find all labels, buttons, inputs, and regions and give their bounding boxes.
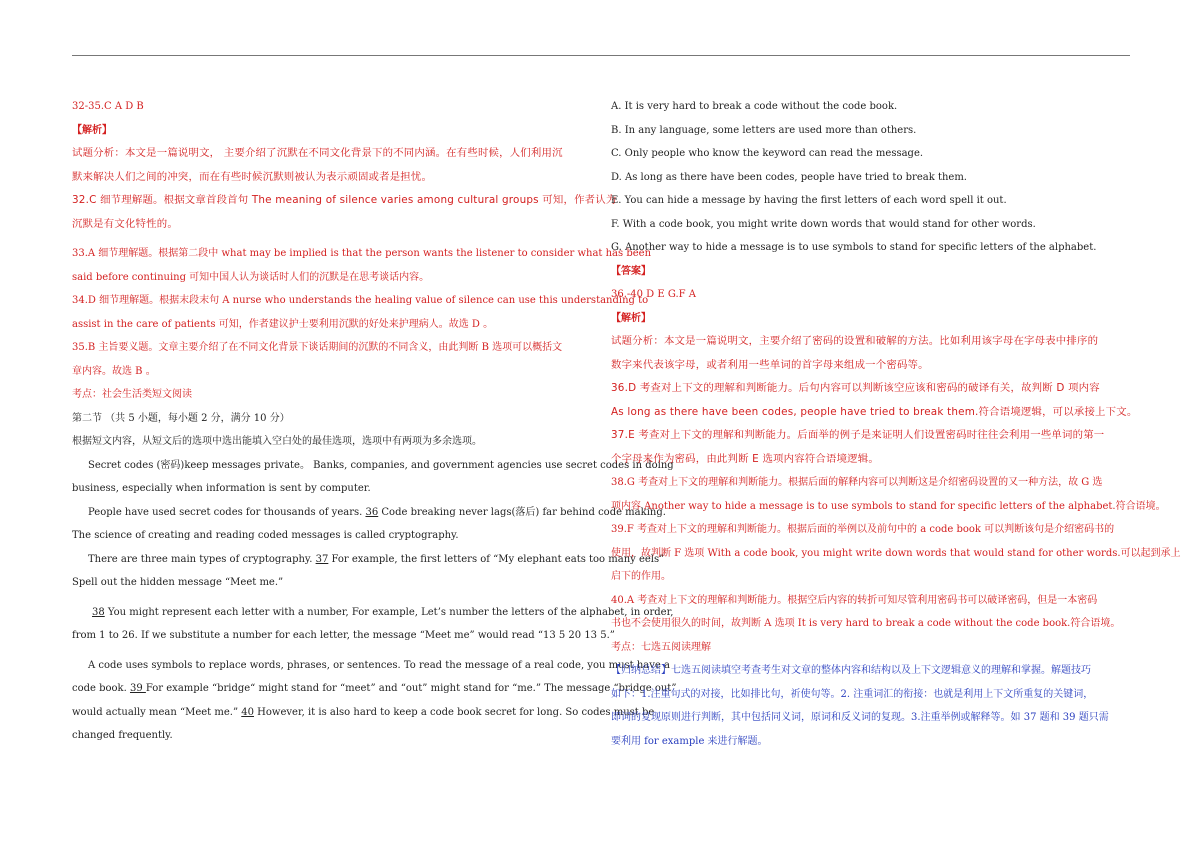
q38-explanation-2: 项内容 Another way to hide a message is to use symbols to stand for specific letters of the alphabet.符合语境。 bbox=[611, 500, 1166, 512]
p5-text-post: For example “bridge“ might stand for “meet” and “out” might stand for “me.” The message “bridge out” bbox=[145, 683, 677, 694]
section2-instruction: 根据短文内容，从短文后的选项中选出能填入空白处的最佳选项，选项中有两项为多余选项。 bbox=[72, 436, 482, 447]
p4-text-post: You might represent each letter with a number, For example, Let’s number the letters of the alphabet, in order, bbox=[104, 606, 674, 618]
right-column bbox=[611, 95, 1181, 753]
summary-3: 即词的复现原则进行判断，其中包括同义词，原词和反义词的复现。3.注重举例或解释等。如 37 题和 39 题只需 bbox=[611, 712, 1109, 723]
analysis-heading: 【解析】 bbox=[72, 124, 112, 136]
analysis-text-1: 试题分析：本文是一篇说明文， 主要介绍了沉默在不同文化背景下的不同内涵。在有些时候，人们利用沉 bbox=[72, 147, 563, 159]
kaodian-label-right: 考点：七选五阅读理解 bbox=[611, 641, 711, 653]
q35-explanation-1: 35.B 主旨要义题。文章主要介绍了在不同文化背景下谈话期间的沉默的不同含义，由此判断 B 选项可以概括文 bbox=[72, 342, 563, 353]
q39-explanation-2: 使用，故判断 F 选项 With a code book, you might write down words that would stand for other words.可以起到承上 bbox=[611, 547, 1181, 559]
passage-p5-line4: changed frequently. bbox=[72, 730, 173, 741]
passage-p3-line2: Spell out the hidden message “Meet me.” bbox=[72, 577, 284, 588]
p5c-text-pre: would actually mean “Meet me.” bbox=[72, 706, 242, 718]
section2-heading: 第二节 （共 5 小题，每小题 2 分，满分 10 分） bbox=[72, 412, 290, 424]
p3-text-post: For example, the first letters of “My elephant eats too many eels” bbox=[328, 553, 665, 565]
header-rule bbox=[72, 55, 1130, 56]
passage-p4-line2: from 1 to 26. If we substitute a number for each letter, the message “Meet me” would read “13 5 20 13 5.” bbox=[72, 630, 615, 641]
q39-explanation-1: 39.F 考查对上下文的理解和判断能力。根据后面的举例以及前句中的 a code book 可以判断该句是介绍密码书的 bbox=[611, 524, 1115, 535]
q38-explanation-1: 38.G 考查对上下文的理解和判断能力。根据后面的解释内容可以判断这是介绍密码设置的又一种方法，故 G 选 bbox=[611, 477, 1103, 488]
option-f: F. With a code book, you might write down words that would stand for other words. bbox=[611, 218, 1036, 230]
summary-2: 如下：1.注重句式的对接，比如排比句，祈使句等。2. 注重词汇的衔接：也就是利用上下文所重复的关键词， bbox=[611, 688, 1094, 700]
blank-36: 36 bbox=[365, 506, 379, 518]
option-b: B. In any language, some letters are used more than others. bbox=[611, 124, 917, 136]
blank-39: 39 bbox=[129, 683, 146, 694]
analysis-text-2: 默来解决人们之间的冲突，而在有些时候沉默则被认为表示顽固或者是担忧。 bbox=[72, 170, 433, 183]
p5-text-pre: code book. bbox=[72, 683, 130, 694]
option-c: C. Only people who know the keyword can read the message. bbox=[611, 148, 924, 159]
p3-text-pre: There are three main types of cryptography. bbox=[88, 553, 316, 565]
summary-4: 要利用 for example 来进行解题。 bbox=[611, 735, 768, 747]
q39-explanation-3: 启下的作用。 bbox=[611, 571, 671, 582]
option-a: A. It is very hard to break a code without the code book. bbox=[611, 101, 898, 112]
analysis-right-2: 数字来代表该字母，或者利用一些单词的首字母来组成一个密码等。 bbox=[611, 358, 929, 371]
analysis-heading-right: 【解析】 bbox=[611, 312, 651, 324]
summary-1: 【归纳总结】七选五阅读填空考查考生对文章的整体内容和结构以及上下文逻辑意义的理解和掌握。解题技巧 bbox=[611, 665, 1091, 676]
answer-36-40: 36.-40 D E G.F A bbox=[611, 289, 697, 300]
blank-40: 40 bbox=[241, 706, 254, 718]
q32-explanation-1: 32.C 细节理解题。根据文章首段首句 The meaning of silence varies among cultural groups 可知，作者认为 bbox=[72, 194, 617, 206]
passage-p5-line1: A code uses symbols to replace words, phrases, or sentences. To read the message of a real code, you must have a bbox=[88, 659, 670, 671]
passage-p1-line2: business, especially when information is sent by computer. bbox=[72, 483, 371, 494]
passage-p5-line2 bbox=[72, 677, 677, 701]
q35-explanation-2: 章内容。故选 B 。 bbox=[72, 365, 156, 377]
blank-38: 38 bbox=[92, 606, 105, 618]
q37-explanation-2: 个字母来作为密码，由此判断 E 选项内容符合语境逻辑。 bbox=[611, 452, 879, 465]
q34-explanation-2: assist in the care of patients 可知，作者建议护士要利用沉默的好处来护理病人。故选 D 。 bbox=[72, 318, 494, 330]
q34-explanation-1: 34.D 细节理解题。根据末段末句 A nurse who understands the healing value of silence can use this understanding to bbox=[72, 295, 649, 306]
q36-explanation-1: 36.D 考查对上下文的理解和判断能力。后句内容可以判断该空应该和密码的破译有关，故判断 D 项内容 bbox=[611, 382, 1100, 394]
passage-p1-line1: Secret codes (密码)keep messages private。 Banks, companies, and government agencies use secret codes in doing bbox=[88, 459, 674, 471]
option-d: D. As long as there have been codes, people have tried to break them. bbox=[611, 171, 967, 183]
option-e: E. You can hide a message by having the first letters of each word spell it out. bbox=[611, 195, 1007, 206]
passage-p2-line2: The science of creating and reading coded messages is called cryptography. bbox=[72, 530, 459, 541]
q33-explanation-1: 33.A 细节理解题。根据第二段中 what may be implied is that the person wants the listener to consider what has been bbox=[72, 248, 652, 259]
passage-p5-line3 bbox=[72, 701, 655, 725]
passage-p3-line1 bbox=[72, 548, 665, 572]
q40-explanation-1: 40.A 考查对上下文的理解和判断能力。根据空后内容的转折可知尽管利用密码书可以破译密码，但是一本密码 bbox=[611, 594, 1098, 606]
q40-explanation-2: 书也不会使用很久的时间，故判断 A 选项 It is very hard to break a code without the code book.符合语境。 bbox=[611, 618, 1121, 629]
answer-32-35: 32-35.C A D B bbox=[72, 101, 144, 112]
q37-explanation-1: 37.E 考查对上下文的理解和判断能力。后面举的例子是来证明人们设置密码时往往会利用一些单词的第一 bbox=[611, 429, 1105, 441]
p2-text-post: Code breaking never lags(落后) far behind code making. bbox=[378, 506, 666, 518]
answer-heading: 【答案】 bbox=[611, 265, 651, 277]
kaodian-label: 考点：社会生活类短文阅读 bbox=[72, 389, 192, 400]
option-g: G. Another way to hide a message is to use symbols to stand for specific letters of the alphabet. bbox=[611, 242, 1097, 253]
passage-p4-line1 bbox=[72, 601, 674, 625]
analysis-right-1: 试题分析：本文是一篇说明文，主要介绍了密码的设置和破解的方法。比如利用该字母在字母表中排序的 bbox=[611, 335, 1099, 347]
passage-p2-line1 bbox=[72, 501, 666, 525]
blank-37: 37 bbox=[315, 553, 329, 565]
p5c-text-post: However, it is also hard to keep a code book secret for long. So codes must be bbox=[253, 706, 655, 718]
q36-explanation-2: As long as there have been codes, people have tried to break them.符合语境逻辑，可以承接上下文。 bbox=[611, 405, 1138, 418]
q33-explanation-2: said before continuing 可知中国人认为谈话时人们的沉默是在思考谈话内容。 bbox=[72, 271, 430, 283]
q32-explanation-2: 沉默是有文化特性的。 bbox=[72, 217, 178, 230]
p2-text-pre: People have used secret codes for thousands of years. bbox=[88, 506, 366, 518]
